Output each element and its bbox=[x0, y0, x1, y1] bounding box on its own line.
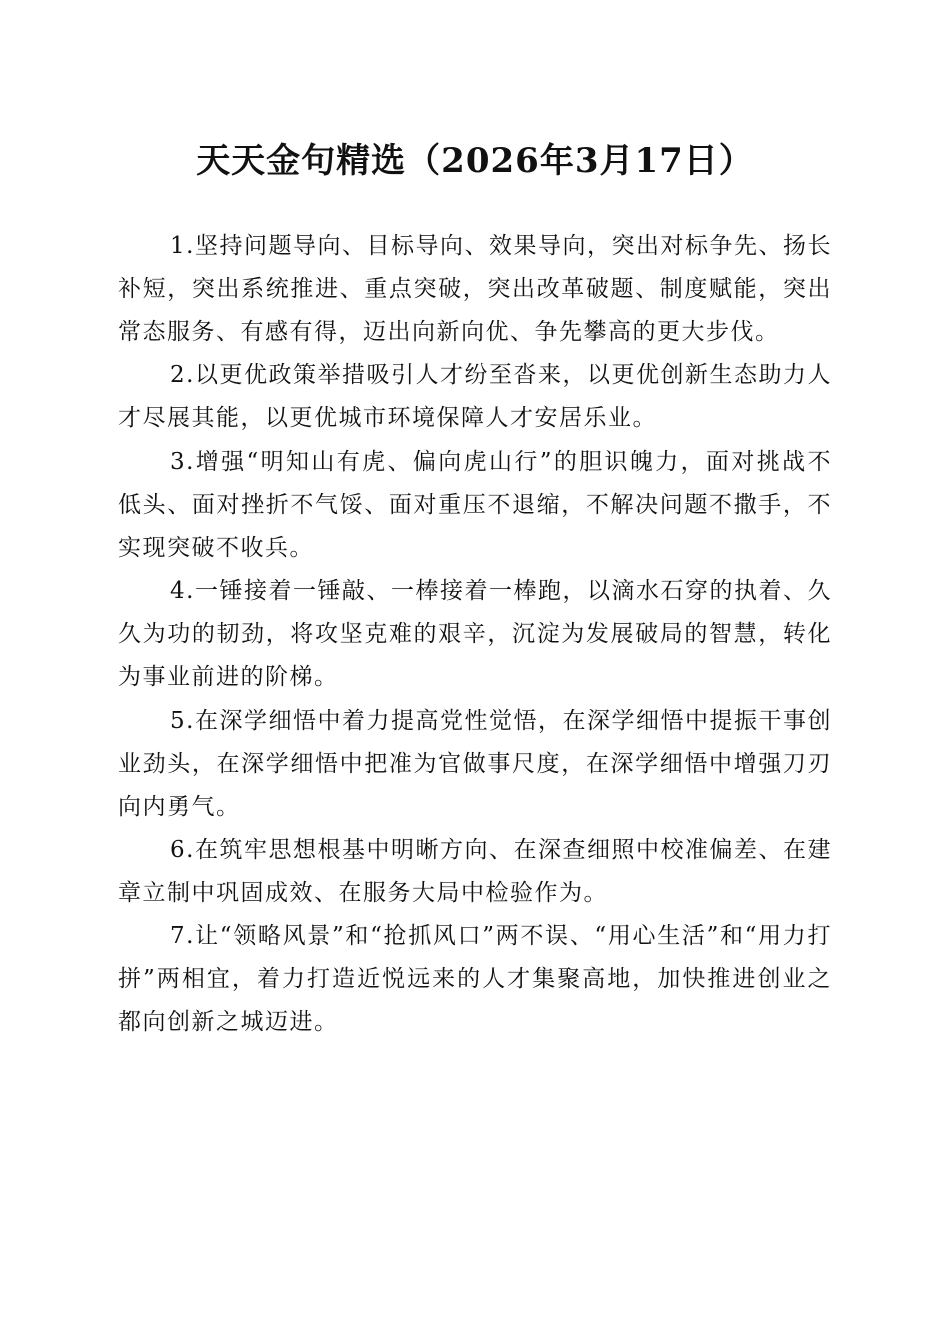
paragraph-6: 6.在筑牢思想根基中明晰方向、在深查细照中校准偏差、在建章立制中巩固成效、在服务大局中检验作为。 bbox=[118, 836, 832, 906]
page-title: 天天金句精选（2026年3月17日） bbox=[196, 141, 754, 181]
paragraph-5: 5.在深学细悟中着力提高党性觉悟，在深学细悟中提振干事创业劲头，在深学细悟中把准为官做事尺度，在深学细悟中增强刀刃向内勇气。 bbox=[118, 707, 832, 820]
paragraph-1: 1.坚持问题导向、目标导向、效果导向，突出对标争先、扬长补短，突出系统推进、重点突破，突出改革破题、制度赋能，突出常态服务、有感有得，迈出向新向优、争先攀高的更大步伐。 bbox=[118, 233, 832, 345]
document-body bbox=[118, 225, 832, 1045]
paragraph-7: 7.让“领略风景”和“抢抓风口”两不误、“用心生活”和“用力打拼”两相宜，着力打造近悦远来的人才集聚高地，加快推进创业之都向创新之城迈进。 bbox=[118, 923, 832, 1036]
paragraph-4: 4.一锤接着一锤敲、一棒接着一棒跑，以滴水石穿的执着、久久为功的韧劲，将攻坚克难的艰辛，沉淀为发展破局的智慧，转化为事业前进的阶梯。 bbox=[118, 578, 832, 691]
paragraph-2: 2.以更优政策举措吸引人才纷至沓来，以更优创新生态助力人才尽展其能，以更优城市环境保障人才安居乐业。 bbox=[118, 362, 832, 432]
paragraph-3: 3.增强“明知山有虎、偏向虎山行”的胆识魄力，面对挑战不低头、面对挫折不气馁、面对重压不退缩，不解决问题不撒手，不实现突破不收兵。 bbox=[118, 448, 832, 561]
